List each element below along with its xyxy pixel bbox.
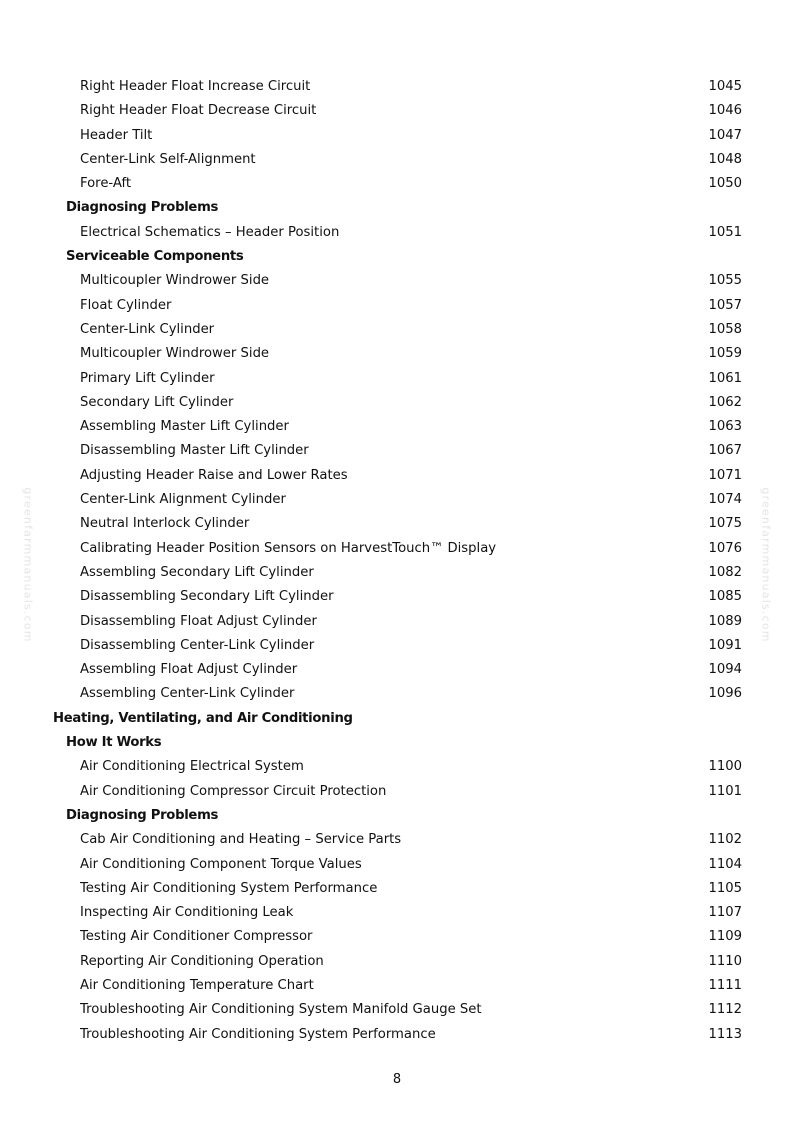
toc-entry[interactable]	[0, 172, 794, 196]
toc-entry-page: 1102	[708, 832, 742, 848]
toc-entry-title: Multicoupler Windrower Side	[80, 273, 270, 289]
toc-entry-page: 1111	[708, 977, 742, 993]
toc-entry-title: Air Conditioning Compressor Circuit Protection	[80, 783, 387, 799]
watermark-left-text: greenfarmmanuals.com	[21, 487, 35, 643]
toc-entry-title: Neutral Interlock Cylinder	[80, 516, 250, 532]
toc-entry[interactable]	[0, 415, 794, 439]
toc-entry[interactable]	[0, 925, 794, 949]
toc-entry-page: 1061	[708, 370, 742, 386]
toc-entry-title: Header Tilt	[80, 127, 153, 143]
toc-entry-title: Right Header Float Decrease Circuit	[80, 103, 317, 119]
toc-entry-page: 1082	[708, 564, 742, 580]
toc-entry-page: 1105	[708, 880, 742, 896]
toc-entry[interactable]	[0, 391, 794, 415]
toc-entry-title: Disassembling Master Lift Cylinder	[80, 443, 309, 459]
toc-entry-title: Diagnosing Problems	[66, 807, 219, 823]
toc-entry-page: 1094	[708, 662, 742, 678]
toc-entry[interactable]	[0, 294, 794, 318]
toc-entry[interactable]	[0, 269, 794, 293]
toc-entry-title: Electrical Schematics – Header Position	[80, 224, 340, 240]
toc-entry-title: Serviceable Components	[66, 249, 244, 265]
toc-entry-page: 1091	[708, 637, 742, 653]
toc-entry-page: 1075	[708, 516, 742, 532]
toc-entry[interactable]	[0, 610, 794, 634]
toc-entry-page: 1057	[708, 297, 742, 313]
toc-entry-title: Center-Link Alignment Cylinder	[80, 492, 286, 508]
toc-entry-page: 1085	[708, 589, 742, 605]
toc-entry-title: Cab Air Conditioning and Heating – Service Parts	[80, 832, 402, 848]
toc-section-heading	[0, 804, 794, 828]
toc-entry-title: Inspecting Air Conditioning Leak	[80, 905, 294, 921]
toc-entry-page: 1055	[708, 273, 742, 289]
toc-entry[interactable]	[0, 124, 794, 148]
toc-entry-title: How It Works	[66, 735, 162, 751]
toc-entry-title: Troubleshooting Air Conditioning System Manifold Gauge Set	[80, 1002, 482, 1018]
toc-entry[interactable]	[0, 488, 794, 512]
toc-entry-page: 1058	[708, 321, 742, 337]
toc-entry-title: Testing Air Conditioner Compressor	[80, 929, 313, 945]
toc-entry-page: 1109	[708, 929, 742, 945]
toc-entry[interactable]	[0, 877, 794, 901]
toc-entry-title: Assembling Secondary Lift Cylinder	[80, 564, 314, 580]
toc-entry-title: Troubleshooting Air Conditioning System Performance	[80, 1026, 436, 1042]
toc-entry-page: 1101	[708, 783, 742, 799]
toc-entry-title: Disassembling Float Adjust Cylinder	[80, 613, 317, 629]
watermark-right-text: greenfarmmanuals.com	[759, 487, 773, 643]
toc-entry-title: Reporting Air Conditioning Operation	[80, 953, 324, 969]
toc-entry-page: 1047	[708, 127, 742, 143]
toc-entry[interactable]	[0, 367, 794, 391]
toc-section-heading	[0, 245, 794, 269]
page-number: 8	[392, 1072, 402, 1087]
toc-section-heading	[0, 707, 794, 731]
toc-entry[interactable]	[0, 318, 794, 342]
toc-entry-title: Primary Lift Cylinder	[80, 370, 215, 386]
toc-entry[interactable]	[0, 342, 794, 366]
toc-entry-title: Disassembling Center-Link Cylinder	[80, 637, 315, 653]
toc-entry[interactable]	[0, 512, 794, 536]
toc-entry[interactable]	[0, 439, 794, 463]
toc-entry[interactable]	[0, 901, 794, 925]
toc-entry-page: 1112	[708, 1002, 742, 1018]
toc-entry-page: 1045	[708, 79, 742, 94]
toc-entry[interactable]	[0, 780, 794, 804]
toc-entry-page: 1051	[708, 224, 742, 240]
toc-entry[interactable]	[0, 755, 794, 779]
toc-entry-title: Fore-Aft	[80, 176, 132, 192]
toc-entry-page: 1050	[708, 176, 742, 192]
toc-entry-title: Assembling Float Adjust Cylinder	[80, 662, 298, 678]
toc-entry-title: Multicoupler Windrower Side	[80, 346, 270, 362]
toc-entry-page: 1059	[708, 346, 742, 362]
toc-entry-title: Float Cylinder	[80, 297, 172, 313]
toc-entry-page: 1067	[708, 443, 742, 459]
toc-section-heading	[0, 196, 794, 220]
toc-entry[interactable]	[0, 658, 794, 682]
toc-entry-title: Air Conditioning Electrical System	[80, 759, 304, 775]
toc-entry-page: 1046	[708, 103, 742, 119]
toc-entry-title: Calibrating Header Position Sensors on HarvestTouch™ Display	[80, 540, 497, 556]
toc-entry[interactable]	[0, 585, 794, 609]
toc-entry-page: 1071	[708, 467, 742, 483]
toc-entry-page: 1063	[708, 419, 742, 435]
toc-entry[interactable]	[0, 828, 794, 852]
toc-entry[interactable]	[0, 75, 794, 99]
toc-entry[interactable]	[0, 561, 794, 585]
toc-entry-title: Air Conditioning Temperature Chart	[80, 977, 314, 993]
toc-entry-title: Center-Link Self-Alignment	[80, 151, 256, 167]
toc-entry[interactable]	[0, 1023, 794, 1047]
toc-entry[interactable]	[0, 853, 794, 877]
toc-entry-title: Assembling Master Lift Cylinder	[80, 419, 289, 435]
toc-entry-page: 1096	[708, 686, 742, 702]
toc-entry-page: 1048	[708, 151, 742, 167]
toc-entry[interactable]	[0, 537, 794, 561]
toc-entry-title: Assembling Center-Link Cylinder	[80, 686, 295, 702]
toc-entry[interactable]	[0, 682, 794, 706]
toc-entry-page: 1113	[708, 1026, 742, 1042]
toc-entry-page: 1110	[708, 953, 742, 969]
table-of-contents	[0, 75, 794, 1047]
toc-entry[interactable]	[0, 634, 794, 658]
toc-entry[interactable]	[0, 998, 794, 1022]
toc-entry[interactable]	[0, 950, 794, 974]
toc-entry[interactable]	[0, 99, 794, 123]
toc-entry-title: Secondary Lift Cylinder	[80, 394, 234, 410]
toc-entry-title: Right Header Float Increase Circuit	[80, 79, 311, 94]
toc-entry[interactable]	[0, 221, 794, 245]
toc-entry-title: Center-Link Cylinder	[80, 321, 215, 337]
toc-section-heading	[0, 731, 794, 755]
toc-entry-page: 1107	[708, 905, 742, 921]
toc-entry-title: Testing Air Conditioning System Performance	[80, 880, 378, 896]
toc-entry-title: Adjusting Header Raise and Lower Rates	[80, 467, 348, 483]
toc-entry-page: 1104	[708, 856, 742, 872]
toc-entry-page: 1100	[708, 759, 742, 775]
toc-entry[interactable]	[0, 974, 794, 998]
toc-entry-page: 1076	[708, 540, 742, 556]
toc-entry-title: Disassembling Secondary Lift Cylinder	[80, 589, 334, 605]
toc-entry-page: 1089	[708, 613, 742, 629]
toc-entry[interactable]	[0, 464, 794, 488]
toc-entry-title: Diagnosing Problems	[66, 200, 219, 216]
toc-entry-page: 1062	[708, 394, 742, 410]
toc-entry-page: 1074	[708, 492, 742, 508]
toc-entry-title: Heating, Ventilating, and Air Conditioning	[53, 710, 353, 726]
toc-entry-title: Air Conditioning Component Torque Values	[80, 856, 362, 872]
toc-entry[interactable]	[0, 148, 794, 172]
